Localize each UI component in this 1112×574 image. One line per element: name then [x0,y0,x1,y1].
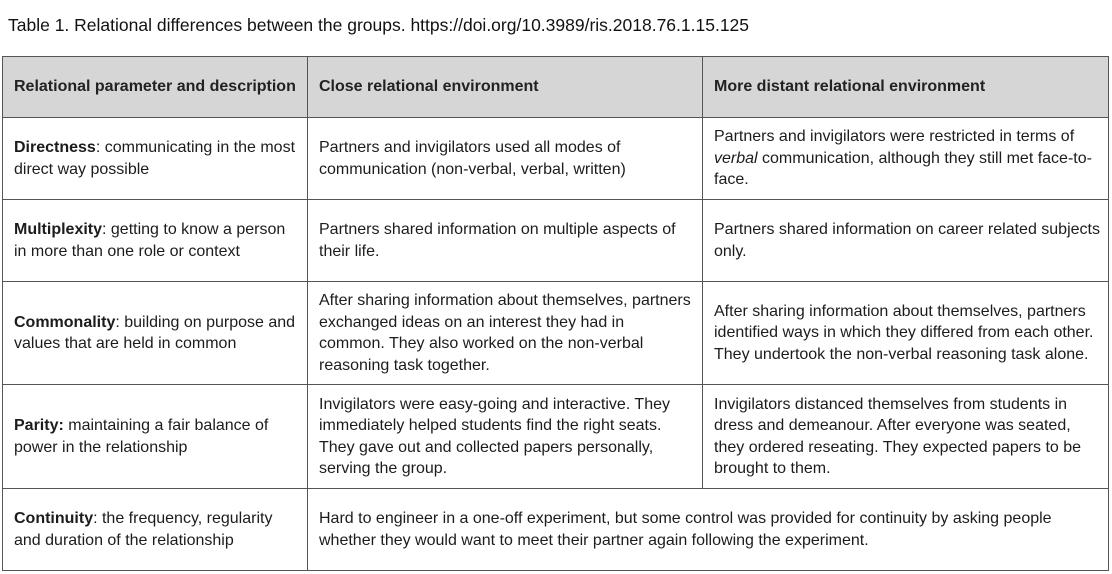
header-distant-environment: More distant relational environment [703,57,1109,118]
distant-cell [703,118,1109,200]
distant-cell: Partners shared information on career related subjects only. [703,200,1109,282]
distant-text-part: communication, although they still met face-to-face. [714,149,1092,189]
table-row-multiplexity [3,200,1109,282]
distant-text-part: Partners and invigilators were restricted in terms of [714,128,1075,146]
header-close-environment: Close relational environment [308,57,703,118]
table-row-parity [3,385,1109,489]
close-cell: Partners and invigilators used all modes of communication (non-verbal, verbal, written) [308,118,703,200]
parameter-description: : the frequency, regularity and duration of the relationship [14,510,273,549]
parameter-description: : getting to know a person in more than one role or context [14,221,286,260]
relational-differences-table [2,56,1109,571]
merged-cell: Hard to engineer in a one-off experiment, but some control was provided for continuity by asking people whether they would want to meet their partner again following the experiment. [308,489,1109,571]
parameter-term: Continuity [14,510,94,527]
table-header-row [3,57,1109,118]
close-cell: Invigilators were easy-going and interactive. They immediately helped students find the right seats. They gave out and collected papers personally, serving the group. [308,385,703,489]
table-caption: Table 1. Relational differences between the groups. https://doi.org/10.3989/ris.2018.76.1.15.125 [8,15,750,35]
parameter-term: Parity: [14,417,64,434]
close-cell: Partners shared information on multiple aspects of their life. [308,200,703,282]
parameter-description: : building on purpose and values that are held in common [14,313,296,352]
close-cell: After sharing information about themselves, partners exchanged ideas on an interest they had in common. They also worked on the non-verbal reasoning task together. [308,282,703,385]
distant-cell: After sharing information about themselves, partners identified ways in which they differed from each other. They undertook the non-verbal reasoning task alone. [703,282,1109,385]
parameter-term: Multiplexity [14,221,103,238]
table-row-directness [3,118,1109,200]
parameter-cell [3,200,308,282]
parameter-cell [3,118,308,200]
parameter-cell [3,385,308,489]
parameter-description: maintaining a fair balance of power in the relationship [14,417,269,456]
header-relational-parameter: Relational parameter and description [3,57,308,118]
distant-text-emphasis: verbal [714,149,758,167]
parameter-description: : communicating in the most direct way possible [14,139,296,178]
table-row-continuity [3,489,1109,571]
parameter-cell [3,489,308,571]
parameter-term: Directness [14,139,96,156]
distant-cell: Invigilators distanced themselves from students in dress and demeanour. After everyone was seated, they ordered reseating. They expected papers to be brought to them. [703,385,1109,489]
parameter-cell [3,282,308,385]
table-row-commonality [3,282,1109,385]
parameter-term: Commonality [14,313,116,331]
